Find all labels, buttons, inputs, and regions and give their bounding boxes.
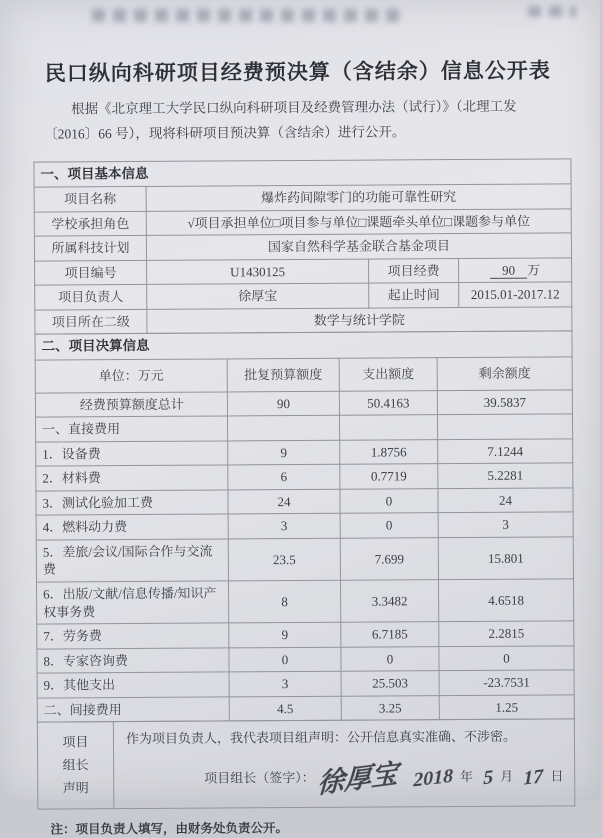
remain-value: 0 [439, 646, 574, 671]
spent-value: 3.3482 [340, 580, 438, 623]
table-row [37, 621, 574, 649]
day-unit-label: 日 [550, 768, 564, 784]
table-row [37, 719, 575, 809]
fund-unit: 万 [527, 262, 541, 278]
handwritten-day: 17 [523, 765, 544, 790]
row-label: 一、直接费用 [35, 416, 227, 442]
spent-value: 7.699 [340, 538, 438, 581]
row-label: 6．出版/文献/信息传播/知识产权事务费 [36, 581, 228, 624]
year-unit-label: 年 [459, 768, 474, 784]
table-row [36, 488, 573, 516]
project-name-value: 爆炸药间隙零门的功能可靠性研究 [146, 184, 571, 211]
month-unit-label: 月 [500, 768, 514, 784]
role-label: 学校承担角色 [34, 211, 146, 236]
budget-value: 23.5 [228, 538, 340, 581]
spent-value: 50.4163 [339, 390, 437, 415]
table-row [36, 463, 573, 491]
intro-line-1: 根据《北京理工大学民口纵向科研项目及经费管理办法（试行）》（北理工发 [71, 98, 517, 117]
plan-label: 所属科技计划 [34, 236, 146, 261]
handwritten-year: 2018 [413, 764, 453, 792]
budget-value: 9 [229, 622, 341, 647]
budget-value: 6 [228, 465, 340, 490]
remain-value: 24 [438, 488, 573, 513]
table-row [36, 512, 573, 540]
plan-value: 国家自然科学基金联合基金项目 [146, 233, 571, 260]
table-row [34, 184, 571, 212]
row-label: 5．差旅/会议/国际合作与交流费 [36, 539, 228, 582]
row-label: 1．设备费 [36, 441, 228, 467]
spent-value: 25.503 [341, 671, 439, 696]
project-code-value: U1430125 [147, 259, 369, 285]
remain-value: 7.1244 [438, 439, 573, 464]
declaration-side-label [37, 722, 114, 809]
document-title: 民口纵向科研项目经费预决算（含结余）信息公开表 [44, 59, 551, 86]
intro-paragraph [44, 94, 556, 147]
intro-line-2: 〔2016〕66 号），现将科研项目预决算（含结余）进行公开。 [44, 124, 406, 142]
remain-value: 39.5837 [437, 389, 572, 414]
spent-value: 6.7185 [341, 622, 439, 647]
col-header-budget: 批复预算额度 [227, 358, 339, 392]
spent-value: 0 [340, 489, 438, 514]
sign-label: 项目组长（签字）： [204, 769, 315, 786]
project-code-label: 项目编号 [35, 260, 147, 285]
period-label: 起止时间 [369, 283, 459, 308]
table-row [35, 389, 572, 417]
table-row [34, 233, 571, 261]
leader-value: 徐厚宝 [147, 283, 369, 309]
remain-value: 4.6518 [438, 579, 573, 622]
remain-value: 2.2815 [439, 621, 574, 646]
declaration-statement: 作为项目负责人，我代表项目组声明：公开信息真实准确、不涉密。 [125, 728, 517, 747]
table-row [36, 439, 573, 467]
handwritten-signature: 徐厚宝 [316, 758, 399, 799]
spent-value: 1.8756 [340, 439, 438, 464]
section1-header: 一、项目基本信息 [34, 159, 571, 187]
spent-value: 0 [341, 646, 439, 671]
table-row [37, 646, 574, 674]
basic-info-table [33, 158, 572, 335]
settlement-table [34, 331, 574, 723]
section2-header: 二、项目决算信息 [35, 331, 572, 359]
row-label: 二、间接费用 [37, 697, 229, 723]
remain-value: 5.2281 [438, 463, 573, 488]
dept-label: 项目所在二级 [35, 309, 147, 334]
remain-value: -23.7531 [439, 670, 574, 695]
table-row [37, 670, 574, 698]
settlement-header-row [35, 356, 572, 392]
spent-value: 3.25 [341, 695, 439, 720]
footnote: 注：项目负责人填写，由财务处负责公开。 [50, 821, 289, 837]
col-header-spent: 支出额度 [339, 357, 437, 391]
budget-value: 3 [228, 514, 340, 539]
budget-value: 4.5 [229, 696, 341, 721]
handwritten-month: 5 [483, 766, 494, 790]
remain-value [437, 414, 572, 439]
remain-value: 15.801 [438, 537, 573, 580]
dept-value: 数学与统计学院 [147, 307, 572, 334]
table-row [36, 579, 573, 624]
table-row [35, 414, 572, 442]
role-value: √项目承担单位□项目参与单位□课题牵头单位□课题参与单位 [146, 209, 571, 236]
row-label: 7．劳务费 [37, 623, 229, 649]
row-label: 3．测试化验加工费 [36, 490, 228, 516]
spent-value [339, 415, 437, 440]
remain-value: 3 [438, 512, 573, 537]
declaration-body [113, 719, 575, 809]
col-header-remain: 剩余额度 [437, 356, 572, 390]
col-header-unit: 单位：万元 [35, 359, 227, 393]
spent-value: 0 [340, 513, 438, 538]
budget-value: 3 [229, 671, 341, 696]
side-label-line: 组长 [62, 757, 89, 773]
budget-value: 9 [228, 440, 340, 465]
budget-value: 90 [227, 391, 339, 416]
row-label: 4．燃料动力费 [36, 514, 228, 540]
row-label: 8．专家咨询费 [37, 648, 229, 674]
row-label: 经费预算额度总计 [35, 392, 227, 418]
budget-value: 0 [229, 647, 341, 672]
fund-amount: 90 [490, 262, 527, 278]
row-label: 2．材料费 [36, 465, 228, 491]
fund-value-cell [459, 258, 572, 283]
period-value: 2015.01-2017.12 [459, 282, 572, 307]
fund-label: 项目经费 [369, 258, 459, 283]
row-label: 9．其他支出 [37, 672, 229, 698]
table-row [36, 537, 573, 582]
budget-value: 8 [228, 580, 340, 623]
spent-value: 0.7719 [340, 464, 438, 489]
project-name-label: 项目名称 [34, 187, 146, 212]
budget-value [227, 415, 339, 440]
leader-label: 项目负责人 [35, 285, 147, 310]
signature-line [126, 759, 564, 798]
table-row [35, 258, 572, 286]
remain-value: 1.25 [439, 695, 574, 720]
side-label-line: 项目 [62, 734, 89, 750]
declaration-table [37, 719, 576, 810]
side-label-line: 声明 [62, 779, 89, 796]
table-row [34, 209, 571, 237]
budget-value: 24 [228, 489, 340, 514]
table-row [35, 282, 572, 310]
